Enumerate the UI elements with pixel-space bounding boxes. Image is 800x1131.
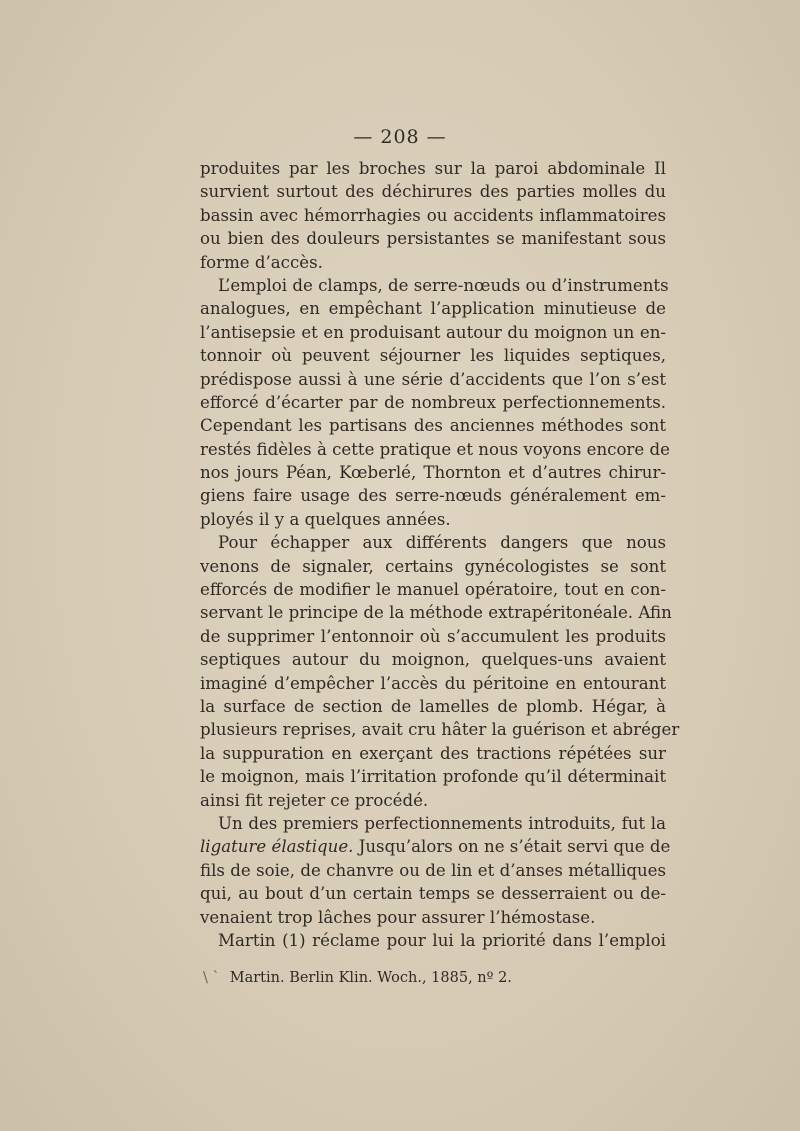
body-text [200, 157, 680, 952]
footnote-text: Martin. Berlin Klin. Woch., 1885, nº 2. [229, 970, 512, 986]
text-line [200, 859, 666, 882]
text-line-content: ployés il y a quelques années. [200, 509, 451, 529]
text-line-content: survient surtout des déchirures des parties molles du [200, 182, 666, 202]
text-line-content: analogues, en empêchant l’application minutieuse de [200, 299, 666, 319]
text-line-content: ainsi fit rejeter ce procédé. [200, 790, 429, 810]
text-line-content: qui, au bout d’un certain temps se desserraient ou de- [200, 884, 666, 904]
text-line-content: servant le principe de la méthode extrapéritonéale. Afin [200, 603, 672, 623]
text-line [200, 625, 666, 648]
text-line [200, 438, 670, 461]
text-line [200, 555, 666, 578]
text-line [200, 414, 666, 437]
text-line [200, 765, 666, 788]
text-line-content: septiques autour du moignon, quelques-uns avaient [200, 650, 666, 670]
text-line-content: giens faire usage des serre-nœuds généralement em- [200, 486, 666, 506]
text-line [200, 718, 680, 741]
text-line-content: imaginé d’empêcher l’accès du péritoine en entourant [200, 673, 666, 693]
text-line [200, 578, 666, 601]
text-line [200, 695, 666, 718]
text-line-content: L’emploi de clamps, de serre-nœuds ou d’instruments [218, 275, 669, 295]
text-line-content: efforcé d’écarter par de nombreux perfectionnements. [200, 392, 666, 412]
text-line-content: bassin avec hémorrhagies ou accidents inflammatoires [200, 205, 666, 225]
text-line-content: la suppuration en exerçant des tractions répétées sur [200, 743, 666, 763]
text-line [200, 508, 666, 531]
text-line-content: restés fidèles à cette pratique et nous voyons encore de [200, 439, 670, 459]
text-line [200, 344, 666, 367]
text-line-content: Pour échapper aux différents dangers que nous [218, 533, 666, 553]
text-line [200, 789, 666, 812]
text-line-content: forme d’accès. [200, 252, 323, 272]
text-line [200, 274, 669, 297]
text-line [200, 391, 666, 414]
page-number: — 208 — [353, 126, 447, 148]
text-line [200, 531, 666, 554]
text-line [200, 204, 666, 227]
text-line [200, 835, 671, 858]
text-line [200, 929, 666, 952]
text-line [200, 601, 672, 624]
text-line-content: ou bien des douleurs persistantes se manifestant sous [200, 229, 666, 249]
italic-term: ligature élastique. [200, 837, 354, 857]
text-line [200, 906, 666, 929]
text-line-content: tonnoir où peuvent séjourner les liquides septiques, [200, 346, 666, 366]
text-line [200, 227, 666, 250]
text-line-content: efforcés de modifier le manuel opératoire, tout en con- [200, 580, 666, 600]
footnote-mark: \ ` [203, 970, 220, 986]
text-line-content: plusieurs reprises, avait cru hâter la guérison et abréger [200, 720, 680, 740]
text-line-content: Jusqu’alors on ne s’était servi que de [353, 837, 671, 857]
text-line [200, 672, 666, 695]
text-line-content: produites par les broches sur la paroi abdominale Il [200, 159, 666, 178]
text-line [200, 812, 666, 835]
text-line-content: la surface de section de lamelles de plomb. Hégar, à [200, 696, 666, 716]
text-line [200, 742, 666, 765]
text-line [200, 251, 666, 274]
text-line-content: nos jours Péan, Kœberlé, Thornton et d’autres chirur- [200, 463, 666, 483]
text-line [200, 484, 666, 507]
text-line-content: Martin (1) réclame pour lui la priorité dans l’emploi [218, 930, 666, 950]
footnote [203, 970, 669, 986]
text-line-content: venaient trop lâches pour assurer l’hémostase. [200, 907, 596, 927]
text-line [200, 648, 666, 671]
text-line-content: Un des premiers perfectionnements introduits, fut la [218, 813, 666, 833]
text-line [200, 882, 666, 905]
text-line [200, 321, 666, 344]
text-line-content: le moignon, mais l’irritation profonde qu’il déterminait [200, 767, 666, 787]
text-line [200, 297, 666, 320]
text-line-content: venons de signaler, certains gynécologistes se sont [200, 556, 666, 576]
text-line-content: prédispose aussi à une série d’accidents que l’on s’est [200, 369, 666, 389]
text-line [200, 461, 666, 484]
text-line [200, 157, 666, 180]
text-line [200, 180, 666, 203]
text-line-content: fils de soie, de chanvre ou de lin et d’anses métalliques [200, 860, 666, 880]
text-line-content: l’antisepsie et en produisant autour du moignon un en- [200, 322, 666, 342]
text-line-content: de supprimer l’entonnoir où s’accumulent les produits [200, 626, 666, 646]
text-line-content: Cependant les partisans des anciennes méthodes sont [200, 416, 666, 436]
text-line [200, 368, 666, 391]
